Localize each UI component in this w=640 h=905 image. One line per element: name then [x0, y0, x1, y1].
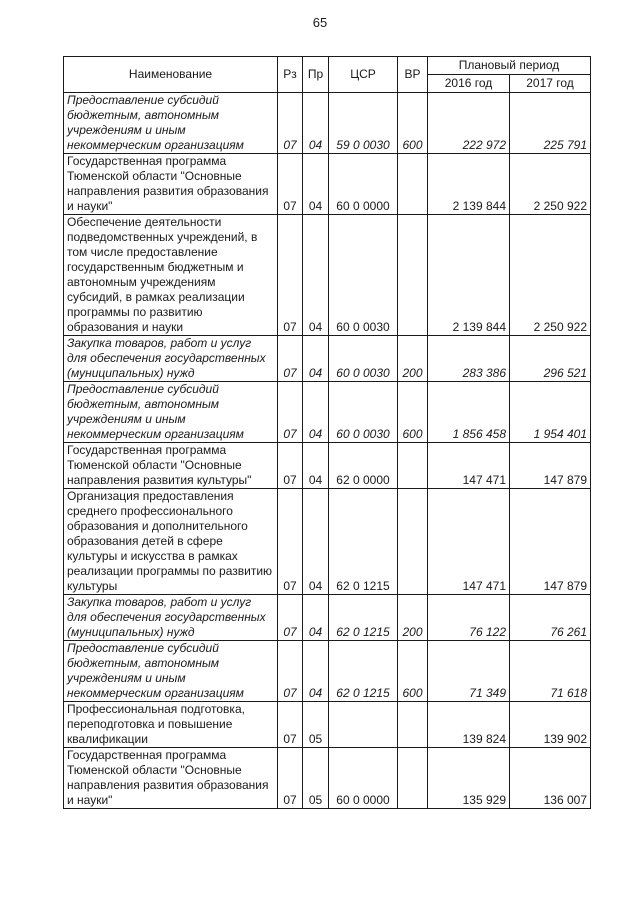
- cell-vr: [398, 702, 428, 748]
- cell-name: Предоставление субсидий бюджетным, автономным учреждениям и иным некоммерческим организациям: [64, 641, 278, 702]
- table-row: [64, 702, 591, 748]
- cell-vr: 200: [398, 595, 428, 641]
- cell-y2017: 2 250 922: [510, 154, 591, 215]
- cell-y2017: 71 618: [510, 641, 591, 702]
- cell-y2017: 147 879: [510, 489, 591, 595]
- cell-y2016: 139 824: [428, 702, 510, 748]
- cell-name: Обеспечение деятельности подведомственных учреждений, в том числе предоставление государственным бюджетным и автономным учреждениям субсидий, в рамках реализации программы по развитию образования и науки: [64, 215, 278, 336]
- table-row: [64, 382, 591, 443]
- header-year-2017: 2017 год: [510, 75, 591, 93]
- cell-pr: 04: [303, 641, 329, 702]
- cell-vr: [398, 748, 428, 809]
- header-planned-period: Плановый период: [428, 57, 591, 75]
- table-row: [64, 93, 591, 154]
- cell-csr: 60 0 0000: [329, 748, 398, 809]
- cell-name: Государственная программа Тюменской области "Основные направления развития образования и науки": [64, 154, 278, 215]
- table-row: [64, 336, 591, 382]
- cell-y2016: 147 471: [428, 489, 510, 595]
- cell-y2016: 71 349: [428, 641, 510, 702]
- cell-pr: 04: [303, 382, 329, 443]
- cell-csr: 62 0 1215: [329, 595, 398, 641]
- cell-y2017: 2 250 922: [510, 215, 591, 336]
- cell-rz: 07: [278, 215, 303, 336]
- header-csr: ЦСР: [329, 57, 398, 93]
- cell-csr: 59 0 0030: [329, 93, 398, 154]
- header-pr: Пр: [303, 57, 329, 93]
- cell-y2016: 1 856 458: [428, 382, 510, 443]
- cell-y2016: 2 139 844: [428, 154, 510, 215]
- cell-rz: 07: [278, 443, 303, 489]
- cell-csr: 62 0 1215: [329, 489, 398, 595]
- cell-rz: 07: [278, 489, 303, 595]
- cell-rz: 07: [278, 93, 303, 154]
- cell-csr: 62 0 0000: [329, 443, 398, 489]
- cell-rz: 07: [278, 641, 303, 702]
- cell-name: Профессиональная подготовка, переподготовка и повышение квалификации: [64, 702, 278, 748]
- cell-vr: [398, 443, 428, 489]
- cell-pr: 04: [303, 489, 329, 595]
- cell-pr: 05: [303, 702, 329, 748]
- table-row: [64, 489, 591, 595]
- cell-vr: [398, 489, 428, 595]
- table-body: [64, 93, 591, 809]
- header-name: Наименование: [64, 57, 278, 93]
- cell-pr: 04: [303, 443, 329, 489]
- budget-table: [63, 56, 591, 809]
- cell-rz: 07: [278, 595, 303, 641]
- cell-y2016: 147 471: [428, 443, 510, 489]
- cell-y2017: 296 521: [510, 336, 591, 382]
- table-row: [64, 154, 591, 215]
- cell-csr: 60 0 0030: [329, 336, 398, 382]
- cell-rz: 07: [278, 748, 303, 809]
- cell-name: Предоставление субсидий бюджетным, автономным учреждениям и иным некоммерческим организациям: [64, 382, 278, 443]
- header-year-2016: 2016 год: [428, 75, 510, 93]
- cell-y2017: 225 791: [510, 93, 591, 154]
- page-number: 65: [312, 15, 328, 30]
- cell-name: Закупка товаров, работ и услуг для обеспечения государственных (муниципальных) нужд: [64, 336, 278, 382]
- cell-pr: 04: [303, 595, 329, 641]
- table-row: [64, 595, 591, 641]
- cell-csr: 62 0 1215: [329, 641, 398, 702]
- cell-vr: [398, 154, 428, 215]
- header-vr: ВР: [398, 57, 428, 93]
- cell-name: Государственная программа Тюменской области "Основные направления развития образования и науки": [64, 748, 278, 809]
- cell-csr: 60 0 0000: [329, 154, 398, 215]
- cell-csr: 60 0 0030: [329, 215, 398, 336]
- table-row: [64, 443, 591, 489]
- cell-y2016: 135 929: [428, 748, 510, 809]
- cell-vr: 200: [398, 336, 428, 382]
- table-row: [64, 641, 591, 702]
- cell-name: Закупка товаров, работ и услуг для обеспечения государственных (муниципальных) нужд: [64, 595, 278, 641]
- cell-y2016: 2 139 844: [428, 215, 510, 336]
- cell-vr: [398, 215, 428, 336]
- cell-pr: 04: [303, 154, 329, 215]
- cell-pr: 04: [303, 93, 329, 154]
- cell-y2016: 283 386: [428, 336, 510, 382]
- cell-y2017: 147 879: [510, 443, 591, 489]
- cell-vr: 600: [398, 641, 428, 702]
- cell-csr: [329, 702, 398, 748]
- cell-name: Государственная программа Тюменской области "Основные направления развития культуры": [64, 443, 278, 489]
- cell-rz: 07: [278, 336, 303, 382]
- cell-pr: 05: [303, 748, 329, 809]
- cell-name: Организация предоставления среднего профессионального образования и дополнительного образования детей в сфере культуры и искусства в рамках реализации программы по развитию культуры: [64, 489, 278, 595]
- cell-rz: 07: [278, 382, 303, 443]
- cell-y2017: 76 261: [510, 595, 591, 641]
- cell-y2017: 136 007: [510, 748, 591, 809]
- table-row: [64, 748, 591, 809]
- cell-name: Предоставление субсидий бюджетным, автономным учреждениям и иным некоммерческим организациям: [64, 93, 278, 154]
- cell-y2017: 1 954 401: [510, 382, 591, 443]
- cell-vr: 600: [398, 382, 428, 443]
- cell-y2017: 139 902: [510, 702, 591, 748]
- cell-vr: 600: [398, 93, 428, 154]
- cell-csr: 60 0 0030: [329, 382, 398, 443]
- cell-pr: 04: [303, 336, 329, 382]
- cell-rz: 07: [278, 702, 303, 748]
- cell-y2016: 76 122: [428, 595, 510, 641]
- cell-rz: 07: [278, 154, 303, 215]
- table-row: [64, 215, 591, 336]
- cell-y2016: 222 972: [428, 93, 510, 154]
- header-rz: Рз: [278, 57, 303, 93]
- cell-pr: 04: [303, 215, 329, 336]
